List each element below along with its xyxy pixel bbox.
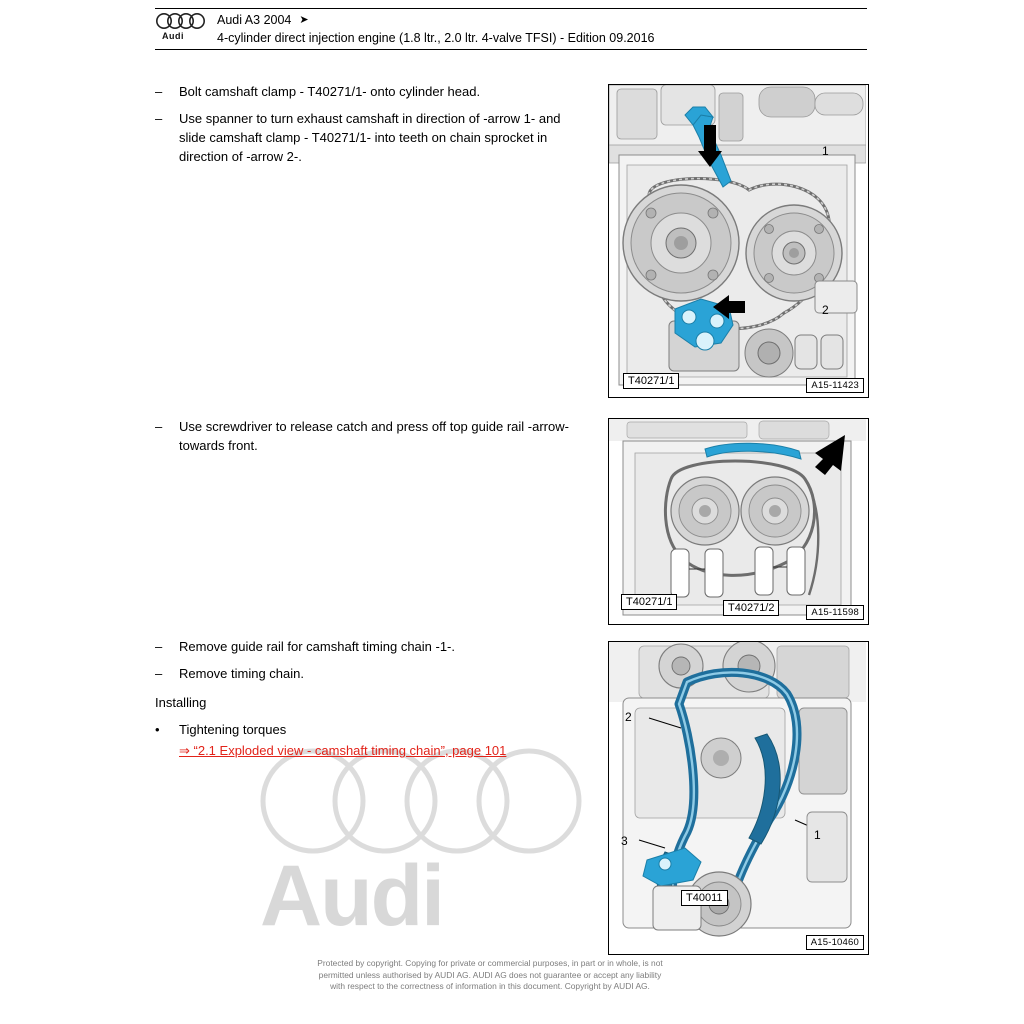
footer-line-1: Protected by copyright. Copying for private or commercial purposes, in part or in whole, is not — [317, 958, 663, 968]
figure-1-part-label-1: T40271/1 — [623, 373, 679, 389]
audi-rings-icon — [155, 12, 213, 30]
header-bottom-rule — [155, 49, 867, 50]
footer-line-3: with respect to the correctness of information in this document. Copyright by AUDI AG. — [330, 981, 650, 991]
figure-3-image — [609, 642, 866, 952]
figure-1 — [608, 84, 869, 398]
instruction-block-3 — [155, 637, 575, 760]
audi-wordmark: Audi — [162, 31, 184, 41]
list-marker: – — [155, 666, 163, 681]
figure-3-part-label-1: T40011 — [681, 890, 728, 906]
cross-reference-link[interactable]: ⇒ “2.1 Exploded view - camshaft timing chain”, page 101 — [179, 743, 507, 758]
watermark-wordmark: Audi — [260, 848, 444, 944]
list-item-text: Use screwdriver to release catch and press off top guide rail -arrow- towards front. — [179, 419, 569, 453]
list-marker: – — [155, 419, 163, 434]
list-item — [155, 720, 575, 739]
figure-2-image — [609, 419, 866, 622]
header-title-line — [155, 11, 867, 29]
header-subtitle-line — [155, 29, 867, 47]
figure-1-callout-1: 1 — [822, 144, 829, 158]
audi-watermark — [258, 745, 588, 945]
list-item — [155, 637, 575, 656]
list-marker: – — [155, 639, 163, 654]
instruction-block-1 — [155, 82, 575, 174]
footer-line-2: permitted unless authorised by AUDI AG. AUDI AG does not guarantee or accept any liability — [318, 969, 662, 980]
list-item-text: Remove guide rail for camshaft timing chain -1-. — [179, 639, 456, 654]
header-title: Audi A3 2004 — [217, 12, 292, 27]
figure-3-code: A15-10460 — [806, 935, 864, 950]
figure-1-code: A15-11423 — [806, 378, 864, 393]
figure-3-callout-2: 2 — [625, 710, 632, 724]
audi-logo — [155, 10, 213, 44]
list-item — [155, 664, 575, 683]
list-item — [155, 109, 575, 166]
figure-3-callout-3: 3 — [621, 834, 628, 848]
figure-2 — [608, 418, 869, 625]
list-item-text: Tightening torques — [179, 722, 287, 737]
figure-2-code: A15-11598 — [806, 605, 864, 620]
list-item — [155, 82, 575, 101]
watermark-rings-icon — [258, 745, 588, 857]
list-marker: – — [155, 84, 163, 99]
instruction-block-2 — [155, 417, 575, 463]
figure-2-part-label-2: T40271/2 — [723, 600, 779, 616]
figure-3-callout-1: 1 — [814, 828, 821, 842]
page-header — [155, 8, 867, 50]
list-item-text: Use spanner to turn exhaust camshaft in direction of -arrow 1- and slide camshaft clamp - T40271/1- into teeth on chain sprocket in direction of -arrow 2-. — [179, 111, 561, 164]
section-subheading: Installing — [155, 695, 207, 710]
copyright-footer — [190, 958, 790, 993]
figure-2-part-label-1: T40271/1 — [621, 594, 677, 610]
list-item-text: Remove timing chain. — [179, 666, 304, 681]
list-marker: – — [155, 111, 163, 126]
list-item — [155, 417, 575, 455]
right-arrow-icon: ➤ — [299, 13, 309, 26]
list-marker: • — [155, 722, 160, 737]
figure-1-callout-2: 2 — [822, 303, 829, 317]
list-item-text: Bolt camshaft clamp - T40271/1- onto cylinder head. — [179, 84, 481, 99]
figure-3 — [608, 641, 869, 955]
header-subtitle: 4-cylinder direct injection engine (1.8 ltr., 2.0 ltr. 4-valve TFSI) - Edition 09.2016 — [217, 30, 655, 45]
figure-1-image — [609, 85, 866, 395]
